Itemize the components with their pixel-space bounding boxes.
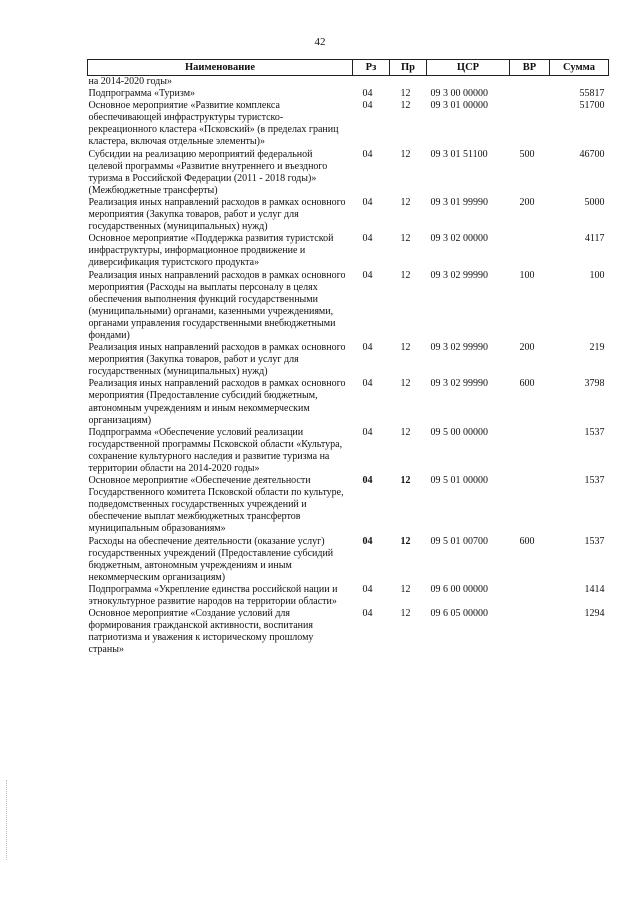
cell-name: Основное мероприятие «Поддержка развития туристской инфраструктуры, информационное продвижение и диверсификация туристского продукта»: [88, 233, 334, 269]
cell-sum: 1537: [584, 475, 605, 487]
cell-sum: 5000: [584, 196, 605, 208]
cell-sum: 1414: [584, 583, 605, 595]
header-csr: ЦСР: [427, 60, 510, 76]
cell-sum: 4117: [584, 233, 605, 245]
cell-csr: 09 3 02 99990: [430, 378, 488, 390]
header-rz: Рз: [353, 60, 390, 76]
cell-pr: 12: [400, 233, 411, 245]
cell-pr: 12: [400, 196, 411, 208]
cell-csr: 09 3 01 00000: [430, 100, 488, 112]
cell-sum: 1537: [584, 426, 605, 438]
cell-vr: [510, 584, 550, 608]
table-row: [88, 233, 609, 269]
table-row: [88, 100, 609, 148]
cell-name: на 2014-2020 годы»: [88, 76, 172, 87]
cell-name: Подпрограмма «Обеспечение условий реализации государственной программы Псковской области «Культура, сохранение культурного наследия и развитие туризма на территории области на 2014-2020 годы»: [88, 426, 343, 474]
cell-vr: [510, 76, 550, 89]
cell-vr: [510, 608, 550, 656]
cell-pr: 12: [400, 148, 411, 160]
cell-name: Основное мероприятие «Обеспечение деятельности Государственного комитета Псковской области по культуре, подведомственных государственных учреждений и обеспечение выплат межбюджетных трансфертов муниципальным образованиям»: [88, 475, 344, 535]
cell-pr: [390, 76, 427, 89]
cell-rz: 04: [362, 100, 373, 112]
cell-csr: 09 6 00 00000: [430, 583, 488, 595]
cell-csr: 09 5 01 00700: [430, 535, 488, 547]
cell-sum: 219: [589, 342, 605, 354]
budget-table: [87, 59, 609, 657]
cell-rz: 04: [362, 378, 373, 390]
cell-sum: 100: [589, 269, 605, 281]
cell-vr: 200: [519, 196, 535, 208]
cell-rz: 04: [362, 342, 373, 354]
table-row: [88, 584, 609, 608]
cell-vr: [510, 88, 550, 100]
header-vr: ВР: [510, 60, 550, 76]
cell-name: Субсидии на реализацию мероприятий федеральной целевой программы «Развитие внутреннего и въездного туризма в Российской Федерации (2011 - 2018 годы)» (Межбюджетные трансферты): [88, 148, 328, 196]
cell-rz: 04: [362, 583, 373, 595]
table-row: [88, 608, 609, 656]
page-number: 42: [314, 36, 326, 48]
cell-rz: 04: [362, 608, 373, 620]
cell-pr: 12: [400, 100, 411, 112]
table-header-row: [88, 60, 609, 76]
table-row: [88, 270, 609, 343]
cell-name: Реализация иных направлений расходов в рамках основного мероприятия (Предоставление субсидий бюджетным, автономным учреждениям и иным некоммерческим организациям): [88, 378, 346, 426]
cell-sum: [550, 76, 609, 89]
cell-rz: 04: [362, 88, 373, 100]
cell-sum: 55817: [579, 88, 605, 100]
table-row: [88, 197, 609, 233]
cell-csr: 09 3 00 00000: [430, 88, 488, 100]
cell-sum: 3798: [584, 378, 605, 390]
cell-rz: 04: [362, 148, 373, 160]
cell-vr: 100: [519, 269, 535, 281]
cell-name: Основное мероприятие «Развитие комплекса обеспечивающей инфраструктуры туристско-рекреационного кластера «Псковский» (в пределах границ кластера, включая отдельные элементы)»: [88, 100, 339, 148]
table-body: [88, 76, 609, 657]
table-row: [88, 378, 609, 426]
table-row: [88, 536, 609, 584]
cell-vr: [510, 427, 550, 475]
cell-sum: 1537: [584, 535, 605, 547]
cell-csr: 09 3 02 99990: [430, 342, 488, 354]
cell-csr: [427, 76, 510, 89]
table-row: [88, 88, 609, 100]
scan-margin-mark: [6, 780, 9, 860]
cell-vr: 600: [519, 378, 535, 390]
cell-sum: 51700: [579, 100, 605, 112]
header-sum: Сумма: [550, 60, 609, 76]
cell-rz: 04: [362, 475, 373, 487]
cell-rz: [353, 76, 390, 89]
cell-name: Подпрограмма «Укрепление единства российской нации и этнокультурное развитие народов на территории области»: [88, 583, 338, 608]
cell-csr: 09 5 01 00000: [430, 475, 488, 487]
cell-rz: 04: [362, 426, 373, 438]
cell-sum: 1294: [584, 608, 605, 620]
cell-vr: 500: [519, 148, 535, 160]
cell-vr: [510, 100, 550, 148]
cell-rz: 04: [362, 196, 373, 208]
cell-csr: 09 3 01 99990: [430, 196, 488, 208]
cell-pr: 12: [400, 378, 411, 390]
table-row: [88, 149, 609, 197]
cell-vr: 600: [519, 535, 535, 547]
header-name: Наименование: [88, 60, 353, 76]
cell-pr: 12: [400, 426, 411, 438]
cell-name: Основное мероприятие «Создание условий для формирования гражданской активности, воспитания патриотизма и уважения к историческому прошлому страны»: [88, 608, 314, 656]
cell-csr: 09 6 05 00000: [430, 608, 488, 620]
cell-csr: 09 3 02 99990: [430, 269, 488, 281]
cell-name: Расходы на обеспечение деятельности (оказание услуг) государственных учреждений (Предоставление субсидий бюджетным, автономным учреждениям и иным некоммерческим организациям): [88, 535, 334, 583]
cell-pr: 12: [400, 342, 411, 354]
cell-csr: 09 3 02 00000: [430, 233, 488, 245]
cell-vr: [510, 475, 550, 535]
cell-pr: 12: [400, 535, 411, 547]
cell-csr: 09 3 01 51100: [430, 148, 488, 160]
cell-vr: 200: [519, 342, 535, 354]
cell-sum: 46700: [579, 148, 605, 160]
table-row: [88, 475, 609, 535]
cell-pr: 12: [400, 269, 411, 281]
cell-pr: 12: [400, 608, 411, 620]
cell-csr: 09 5 00 00000: [430, 426, 488, 438]
cell-name: Подпрограмма «Туризм»: [88, 88, 196, 100]
cell-pr: 12: [400, 88, 411, 100]
cell-pr: 12: [400, 583, 411, 595]
cell-name: Реализация иных направлений расходов в рамках основного мероприятия (Закупка товаров, работ и услуг для государственных (муниципальных) нужд): [88, 196, 346, 233]
table-row: [88, 427, 609, 475]
header-pr: Пр: [390, 60, 427, 76]
table-row: [88, 342, 609, 378]
cell-vr: [510, 233, 550, 269]
cell-rz: 04: [362, 233, 373, 245]
cell-rz: 04: [362, 535, 373, 547]
cell-rz: 04: [362, 269, 373, 281]
table-row: [88, 76, 609, 89]
cell-pr: 12: [400, 475, 411, 487]
cell-name: Реализация иных направлений расходов в рамках основного мероприятия (Расходы на выплаты персоналу в целях обеспечения выполнения функций государственными (муниципальными) органами, казенными учреждениями, органами управления государственными внебюджетными фондами): [88, 269, 346, 341]
cell-name: Реализация иных направлений расходов в рамках основного мероприятия (Закупка товаров, работ и услуг для государственных (муниципальных) нужд): [88, 342, 346, 378]
